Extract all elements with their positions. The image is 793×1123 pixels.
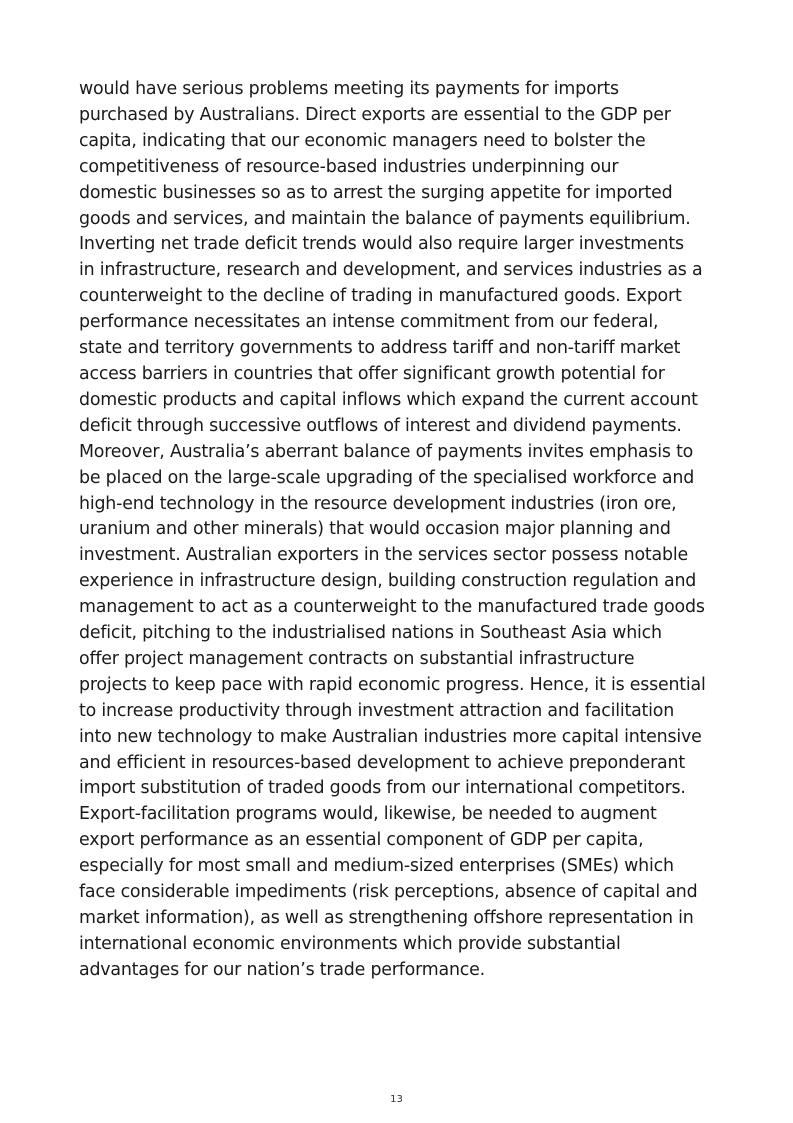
paragraph-line: domestic products and capital inflows which expand the current account (79, 389, 698, 410)
paragraph-line: performance necessitates an intense commitment from our federal, (79, 312, 659, 333)
paragraph-line: domestic businesses so as to arrest the surging appetite for imported (79, 182, 673, 203)
paragraph-line: to increase productivity through investment attraction and facilitation (79, 700, 675, 721)
paragraph-line: management to act as a counterweight to the manufactured trade goods (79, 597, 705, 618)
paragraph-line: access barriers in countries that offer significant growth potential for (79, 363, 665, 384)
paragraph-line: would have serious problems meeting its payments for imports (79, 79, 619, 99)
paragraph-line: international economic environments which provide substantial (79, 933, 621, 954)
body-paragraph (79, 77, 719, 984)
paragraph-line: experience in infrastructure design, building construction regulation and (79, 571, 697, 592)
page-number: 13 (390, 1094, 403, 1105)
paragraph-line: especially for most small and medium-sized enterprises (SMEs) which (79, 856, 674, 877)
paragraph-line: state and territory governments to address tariff and non-tariff market (79, 338, 681, 359)
paragraph-line: be placed on the large-scale upgrading of the specialised workforce and (79, 467, 695, 488)
paragraph-line: advantages for our nation’s trade performance. (79, 959, 485, 980)
paragraph-line: uranium and other minerals) that would occasion major planning and (79, 519, 671, 540)
paragraph-line: into new technology to make Australian industries more capital intensive (79, 726, 702, 747)
paragraph-line: market information), as well as strengthening offshore representation in (79, 908, 694, 928)
paragraph-line: projects to keep pace with rapid economic progress. Hence, it is essential (79, 674, 706, 695)
paragraph-line: capita, indicating that our economic managers need to bolster the (79, 130, 646, 151)
paragraph-line: export performance as an essential component of GDP per capita, (79, 830, 644, 851)
paragraph-line: goods and services, and maintain the balance of payments equilibrium. (79, 208, 691, 229)
paragraph-line: deficit, pitching to the industrialised nations in Southeast Asia which (79, 623, 662, 644)
paragraph-line: Inverting net trade deficit trends would also require larger investments (79, 234, 684, 255)
paragraph-line: counterweight to the decline of trading in manufactured goods. Export (79, 286, 682, 307)
paragraph-line: and efficient in resources-based development to achieve preponderant (79, 752, 685, 773)
paragraph-line: in infrastructure, research and development, and services industries as a (79, 260, 703, 281)
paragraph-line: Export-facilitation programs would, likewise, be needed to augment (79, 804, 657, 825)
paragraph-line: high-end technology in the resource development industries (iron ore, (79, 493, 677, 514)
paragraph-line: competitiveness of resource-based industries underpinning our (79, 156, 619, 177)
paragraph-line: investment. Australian exporters in the services sector possess notable (79, 545, 688, 566)
paragraph-line: face considerable impediments (risk perceptions, absence of capital and (79, 882, 698, 903)
paragraph-line: deficit through successive outflows of interest and dividend payments. (79, 415, 682, 436)
paragraph-line: Moreover, Australia’s aberrant balance of payments invites emphasis to (79, 441, 694, 462)
paragraph-line: offer project management contracts on substantial infrastructure (79, 648, 635, 669)
paragraph-line: import substitution of traded goods from our international competitors. (79, 778, 686, 799)
paragraph-line: purchased by Australians. Direct exports are essential to the GDP per (79, 104, 671, 125)
